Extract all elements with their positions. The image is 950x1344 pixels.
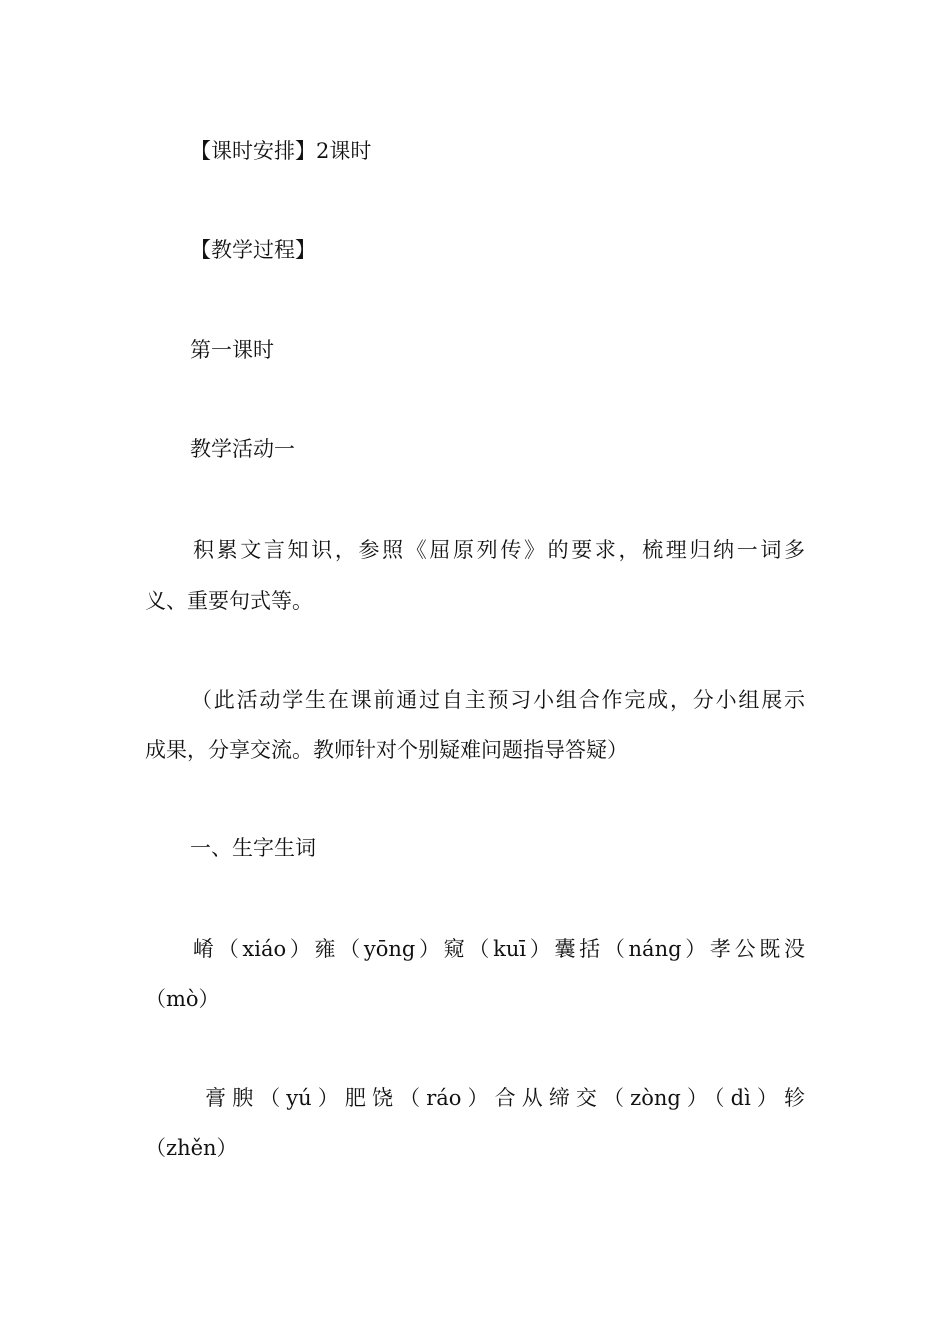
process-heading: 【教学过程】 (190, 238, 316, 262)
vocab-line2: （mò） (145, 987, 220, 1011)
vocab-line3: 膏腴（yú）肥饶（ráo）合从缔交（zòng）（dì）轸 (205, 1086, 805, 1110)
activity-note-line1: （此活动学生在课前通过自主预习小组合作完成，分小组展示 (191, 688, 805, 712)
activity-desc-line1: 积累文言知识，参照《屈原列传》的要求，梳理归纳一词多 (193, 538, 805, 562)
activity-desc-line2: 义、重要句式等。 (145, 589, 313, 613)
activity-note-line2: 成果，分享交流。教师针对个别疑难问题指导答疑） (145, 738, 628, 762)
activity-title: 教学活动一 (190, 437, 295, 461)
vocab-line4: （zhěn） (145, 1136, 238, 1160)
vocab-line1: 崤（xiáo）雍（yōng）窥（kuī）囊括（náng）孝公既没 (193, 937, 805, 961)
period-title: 第一课时 (190, 338, 274, 362)
section-title: 一、生字生词 (190, 836, 316, 860)
schedule-line: 【课时安排】2课时 (190, 139, 372, 163)
